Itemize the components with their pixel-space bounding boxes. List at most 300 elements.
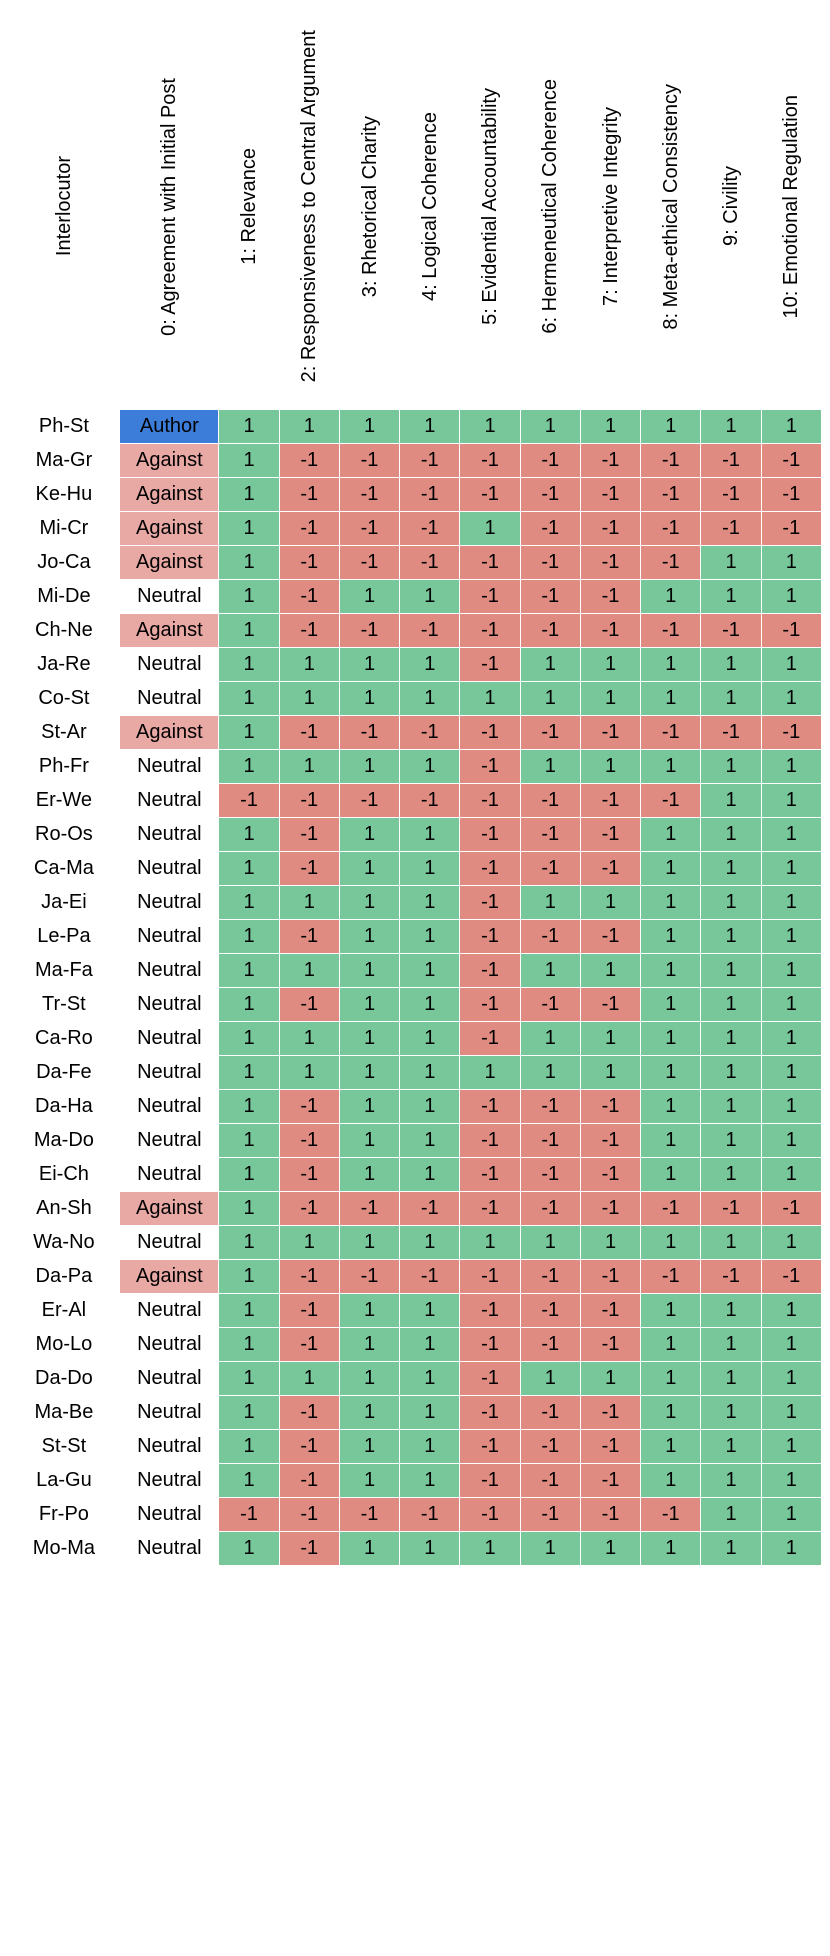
score-cell: 1 (339, 682, 399, 716)
table-row (9, 852, 822, 886)
score-cell: 1 (580, 1056, 640, 1090)
table-row (9, 1226, 822, 1260)
score-cell: 1 (219, 1328, 279, 1362)
column-header-label: 8: Meta-ethical Consistency (659, 83, 682, 330)
score-cell: -1 (580, 716, 640, 750)
table-body (9, 410, 822, 1566)
interlocutor-name: Tr-St (9, 988, 120, 1022)
score-cell: 1 (219, 852, 279, 886)
score-cell: 1 (400, 1124, 460, 1158)
score-cell: 1 (701, 1022, 761, 1056)
table-row (9, 784, 822, 818)
score-cell: 1 (339, 1226, 399, 1260)
score-cell: 1 (641, 580, 701, 614)
interlocutor-name: Er-Al (9, 1294, 120, 1328)
score-cell: 1 (219, 1362, 279, 1396)
score-cell: -1 (400, 444, 460, 478)
score-cell: -1 (279, 1464, 339, 1498)
interlocutor-name: Ja-Re (9, 648, 120, 682)
score-cell: 1 (219, 614, 279, 648)
score-cell: -1 (701, 478, 761, 512)
score-cell: -1 (580, 1430, 640, 1464)
score-cell: 1 (219, 410, 279, 444)
score-cell: 1 (701, 1124, 761, 1158)
interlocutor-name: Fr-Po (9, 1498, 120, 1532)
score-cell: 1 (580, 750, 640, 784)
interlocutor-name: Ch-Ne (9, 614, 120, 648)
score-cell: -1 (460, 478, 520, 512)
score-cell: -1 (279, 512, 339, 546)
score-cell: 1 (701, 1056, 761, 1090)
score-cell: 1 (520, 1362, 580, 1396)
agreement-cell: Against (120, 512, 219, 546)
score-cell: -1 (400, 716, 460, 750)
score-cell: 1 (761, 1294, 821, 1328)
score-cell: -1 (580, 1158, 640, 1192)
agreement-cell: Neutral (120, 988, 219, 1022)
score-cell: -1 (761, 716, 821, 750)
score-cell: -1 (580, 1260, 640, 1294)
agreement-cell: Neutral (120, 1498, 219, 1532)
interlocutor-name: Da-Do (9, 1362, 120, 1396)
score-cell: 1 (279, 750, 339, 784)
score-cell: 1 (761, 1056, 821, 1090)
score-cell: -1 (520, 1430, 580, 1464)
table-row (9, 1498, 822, 1532)
score-cell: 1 (701, 1294, 761, 1328)
score-cell: -1 (641, 546, 701, 580)
interlocutor-name: Mo-Lo (9, 1328, 120, 1362)
interlocutor-name: Ma-Be (9, 1396, 120, 1430)
score-cell: 1 (460, 1532, 520, 1566)
column-header-relevance (219, 9, 279, 410)
score-cell: -1 (219, 784, 279, 818)
score-cell: -1 (460, 1022, 520, 1056)
score-cell: 1 (641, 818, 701, 852)
score-cell: 1 (219, 1056, 279, 1090)
score-cell: 1 (219, 1022, 279, 1056)
score-cell: 1 (701, 1464, 761, 1498)
score-cell: 1 (219, 1260, 279, 1294)
score-cell: -1 (460, 614, 520, 648)
score-cell: -1 (520, 1294, 580, 1328)
score-cell: 1 (701, 1532, 761, 1566)
score-cell: -1 (761, 1260, 821, 1294)
score-cell: -1 (400, 1192, 460, 1226)
score-cell: 1 (580, 682, 640, 716)
score-cell: 1 (339, 1294, 399, 1328)
score-cell: -1 (279, 852, 339, 886)
table-row (9, 920, 822, 954)
score-cell: 1 (219, 1464, 279, 1498)
interlocutor-name: Ma-Fa (9, 954, 120, 988)
score-cell: -1 (520, 852, 580, 886)
agreement-cell: Neutral (120, 886, 219, 920)
score-cell: 1 (641, 1226, 701, 1260)
score-cell: 1 (339, 1430, 399, 1464)
score-cell: -1 (460, 1362, 520, 1396)
interlocutor-name: An-Sh (9, 1192, 120, 1226)
score-cell: 1 (580, 1362, 640, 1396)
score-cell: -1 (339, 1498, 399, 1532)
score-cell: 1 (400, 1226, 460, 1260)
score-cell: 1 (761, 920, 821, 954)
score-cell: 1 (219, 1158, 279, 1192)
score-cell: 1 (761, 1464, 821, 1498)
score-cell: 1 (520, 648, 580, 682)
score-cell: -1 (279, 784, 339, 818)
interlocutor-name: Ca-Ro (9, 1022, 120, 1056)
score-cell: 1 (641, 1124, 701, 1158)
column-header-interpretive-integrity (580, 9, 640, 410)
score-cell: -1 (580, 1396, 640, 1430)
score-cell: -1 (460, 1294, 520, 1328)
interlocutor-name: Ph-St (9, 410, 120, 444)
score-cell: 1 (520, 410, 580, 444)
score-cell: -1 (279, 478, 339, 512)
score-cell: 1 (701, 648, 761, 682)
score-cell: -1 (580, 1294, 640, 1328)
score-cell: 1 (339, 1464, 399, 1498)
score-cell: 1 (339, 1158, 399, 1192)
agreement-cell: Neutral (120, 1294, 219, 1328)
agreement-cell: Neutral (120, 1430, 219, 1464)
score-cell: 1 (219, 1430, 279, 1464)
score-cell: 1 (520, 1022, 580, 1056)
score-cell: 1 (460, 1056, 520, 1090)
score-cell: -1 (279, 920, 339, 954)
interlocutor-name: Ke-Hu (9, 478, 120, 512)
score-cell: -1 (580, 444, 640, 478)
score-cell: 1 (701, 886, 761, 920)
interlocutor-name: Ca-Ma (9, 852, 120, 886)
score-cell: 1 (219, 444, 279, 478)
score-cell: 1 (279, 1056, 339, 1090)
score-cell: -1 (460, 580, 520, 614)
score-cell: -1 (279, 1090, 339, 1124)
table-row (9, 1192, 822, 1226)
score-cell: 1 (761, 1328, 821, 1362)
interlocutor-name: St-Ar (9, 716, 120, 750)
table-row (9, 1294, 822, 1328)
score-cell: 1 (641, 886, 701, 920)
score-cell: -1 (580, 1328, 640, 1362)
column-header-meta-ethical-consistency (641, 9, 701, 410)
score-cell: 1 (701, 954, 761, 988)
score-cell: 1 (339, 410, 399, 444)
interlocutor-name: Ma-Gr (9, 444, 120, 478)
table-row (9, 886, 822, 920)
score-cell: -1 (339, 614, 399, 648)
score-cell: 1 (641, 1056, 701, 1090)
score-cell: 1 (400, 1158, 460, 1192)
score-cell: -1 (520, 1464, 580, 1498)
score-cell: -1 (580, 1090, 640, 1124)
score-cell: 1 (279, 886, 339, 920)
score-cell: 1 (701, 1158, 761, 1192)
table-row (9, 1158, 822, 1192)
score-cell: 1 (400, 1090, 460, 1124)
score-cell: -1 (641, 614, 701, 648)
score-cell: 1 (219, 648, 279, 682)
column-header-label: 5: Evidential Accountability (479, 88, 501, 325)
score-cell: 1 (520, 682, 580, 716)
score-cell: -1 (279, 1396, 339, 1430)
score-cell: 1 (761, 852, 821, 886)
score-cell: 1 (580, 410, 640, 444)
score-cell: 1 (761, 750, 821, 784)
score-cell: 1 (400, 1294, 460, 1328)
score-cell: 1 (400, 750, 460, 784)
score-cell: -1 (520, 716, 580, 750)
score-cell: -1 (460, 1498, 520, 1532)
score-cell: 1 (641, 410, 701, 444)
score-cell: -1 (580, 818, 640, 852)
column-header-responsiveness (279, 9, 339, 410)
interlocutor-name: St-St (9, 1430, 120, 1464)
score-cell: 1 (701, 920, 761, 954)
score-cell: 1 (219, 682, 279, 716)
score-cell: 1 (339, 1022, 399, 1056)
column-header-label: 7: Interpretive Integrity (599, 107, 622, 306)
score-cell: -1 (580, 614, 640, 648)
score-cell: 1 (339, 818, 399, 852)
agreement-cell: Neutral (120, 682, 219, 716)
score-cell: 1 (701, 1226, 761, 1260)
score-cell: 1 (701, 818, 761, 852)
score-cell: -1 (339, 1260, 399, 1294)
agreement-cell: Against (120, 716, 219, 750)
score-cell: 1 (400, 580, 460, 614)
score-cell: 1 (520, 1226, 580, 1260)
score-cell: -1 (279, 444, 339, 478)
column-header-label: 6: Hermeneutical Coherence (539, 79, 562, 334)
score-cell: -1 (339, 478, 399, 512)
score-cell: 1 (339, 954, 399, 988)
table-row (9, 1396, 822, 1430)
score-cell: 1 (219, 750, 279, 784)
score-cell: 1 (219, 1124, 279, 1158)
interlocutor-name: Ei-Ch (9, 1158, 120, 1192)
score-cell: 1 (701, 1498, 761, 1532)
score-cell: 1 (339, 988, 399, 1022)
score-cell: -1 (641, 512, 701, 546)
score-cell: 1 (400, 1056, 460, 1090)
score-cell: -1 (400, 478, 460, 512)
score-cell: -1 (641, 1192, 701, 1226)
score-cell: 1 (701, 750, 761, 784)
interlocutor-name: Mi-Cr (9, 512, 120, 546)
score-cell: -1 (701, 716, 761, 750)
score-cell: 1 (761, 648, 821, 682)
score-cell: -1 (641, 784, 701, 818)
interlocutor-name: Wa-No (9, 1226, 120, 1260)
score-cell: 1 (279, 682, 339, 716)
score-cell: -1 (580, 580, 640, 614)
score-cell: -1 (339, 1192, 399, 1226)
score-cell: -1 (339, 784, 399, 818)
agreement-cell: Neutral (120, 1396, 219, 1430)
score-cell: -1 (279, 988, 339, 1022)
score-cell: 1 (400, 1464, 460, 1498)
score-cell: -1 (460, 784, 520, 818)
score-cell: 1 (400, 818, 460, 852)
score-cell: 1 (219, 512, 279, 546)
column-header-civility (701, 9, 761, 410)
score-cell: -1 (460, 648, 520, 682)
score-cell: 1 (580, 954, 640, 988)
score-cell: 1 (339, 1532, 399, 1566)
score-cell: -1 (460, 1464, 520, 1498)
score-cell: 1 (701, 410, 761, 444)
score-cell: 1 (520, 954, 580, 988)
score-cell: 1 (219, 478, 279, 512)
score-cell: -1 (460, 1430, 520, 1464)
score-cell: 1 (219, 1396, 279, 1430)
agreement-cell: Neutral (120, 1532, 219, 1566)
score-cell: -1 (580, 784, 640, 818)
score-cell: -1 (279, 716, 339, 750)
score-cell: 1 (219, 886, 279, 920)
score-cell: 1 (701, 1090, 761, 1124)
table-row (9, 1260, 822, 1294)
score-cell: 1 (339, 580, 399, 614)
score-cell: 1 (761, 886, 821, 920)
score-cell: -1 (279, 818, 339, 852)
score-cell: 1 (580, 1226, 640, 1260)
score-cell: 1 (701, 580, 761, 614)
score-cell: 1 (339, 852, 399, 886)
score-cell: 1 (219, 988, 279, 1022)
score-cell: 1 (761, 1022, 821, 1056)
score-cell: -1 (580, 1192, 640, 1226)
score-cell: 1 (219, 920, 279, 954)
score-cell: 1 (761, 1532, 821, 1566)
score-cell: 1 (761, 410, 821, 444)
score-cell: -1 (580, 1464, 640, 1498)
interlocutor-name: Mo-Ma (9, 1532, 120, 1566)
score-cell: 1 (520, 750, 580, 784)
score-cell: 1 (520, 1056, 580, 1090)
table-row (9, 1362, 822, 1396)
score-cell: -1 (460, 954, 520, 988)
score-cell: -1 (279, 580, 339, 614)
table-row (9, 818, 822, 852)
score-cell: 1 (761, 784, 821, 818)
score-cell: -1 (279, 1192, 339, 1226)
score-cell: 1 (400, 1022, 460, 1056)
score-cell: 1 (761, 818, 821, 852)
score-cell: 1 (761, 1124, 821, 1158)
agreement-cell: Neutral (120, 750, 219, 784)
score-cell: 1 (279, 1226, 339, 1260)
score-cell: -1 (641, 1260, 701, 1294)
table-row (9, 478, 822, 512)
score-cell: -1 (339, 716, 399, 750)
score-cell: 1 (701, 1328, 761, 1362)
score-cell: -1 (279, 614, 339, 648)
agreement-cell: Against (120, 444, 219, 478)
score-cell: 1 (400, 886, 460, 920)
score-cell: -1 (580, 920, 640, 954)
score-cell: 1 (701, 784, 761, 818)
score-cell: 1 (219, 1192, 279, 1226)
score-cell: -1 (761, 614, 821, 648)
score-cell: -1 (520, 920, 580, 954)
score-cell: 1 (641, 682, 701, 716)
score-cell: 1 (400, 648, 460, 682)
agreement-cell: Neutral (120, 1362, 219, 1396)
score-cell: 1 (701, 546, 761, 580)
score-cell: -1 (580, 546, 640, 580)
score-cell: -1 (701, 512, 761, 546)
score-cell: 1 (219, 716, 279, 750)
score-cell: -1 (520, 1498, 580, 1532)
table-row (9, 444, 822, 478)
score-cell: 1 (339, 1396, 399, 1430)
column-header-interlocutor (9, 9, 120, 410)
score-cell: 1 (761, 1362, 821, 1396)
score-cell: -1 (520, 614, 580, 648)
score-cell: -1 (520, 580, 580, 614)
agreement-cell: Neutral (120, 1464, 219, 1498)
score-cell: -1 (460, 1090, 520, 1124)
score-cell: 1 (701, 1396, 761, 1430)
score-cell: 1 (400, 1362, 460, 1396)
score-cell: 1 (279, 1022, 339, 1056)
column-header-emotional-regulation (761, 9, 821, 410)
interlocutor-name: La-Gu (9, 1464, 120, 1498)
score-cell: -1 (400, 546, 460, 580)
column-header-evidential-accountability (460, 9, 520, 410)
table-row (9, 1532, 822, 1566)
table-row (9, 954, 822, 988)
score-cell: 1 (400, 920, 460, 954)
score-cell: -1 (580, 1498, 640, 1532)
score-cell: -1 (761, 512, 821, 546)
score-cell: 1 (641, 1362, 701, 1396)
score-cell: 1 (701, 682, 761, 716)
column-header-label: 3: Rhetorical Charity (358, 115, 381, 298)
score-cell: -1 (279, 546, 339, 580)
agreement-cell: Neutral (120, 1328, 219, 1362)
score-cell: 1 (400, 1532, 460, 1566)
table-row (9, 580, 822, 614)
agreement-cell: Neutral (120, 1158, 219, 1192)
score-cell: 1 (701, 852, 761, 886)
score-cell: 1 (641, 1294, 701, 1328)
score-cell: 1 (761, 580, 821, 614)
score-cell: 1 (219, 954, 279, 988)
agreement-cell: Against (120, 478, 219, 512)
agreement-cell: Neutral (120, 920, 219, 954)
table-row (9, 648, 822, 682)
table-row (9, 1464, 822, 1498)
score-cell: -1 (460, 1260, 520, 1294)
score-cell: -1 (520, 784, 580, 818)
score-cell: -1 (400, 614, 460, 648)
column-header-agreement (120, 9, 219, 410)
score-cell: -1 (520, 1396, 580, 1430)
column-header-label: 1: Relevance (238, 148, 260, 265)
agreement-cell: Against (120, 1192, 219, 1226)
score-cell: -1 (520, 1090, 580, 1124)
interlocutor-name: Le-Pa (9, 920, 120, 954)
score-cell: 1 (761, 1090, 821, 1124)
score-cell: 1 (339, 1362, 399, 1396)
score-cell: -1 (460, 920, 520, 954)
score-cell: -1 (580, 478, 640, 512)
